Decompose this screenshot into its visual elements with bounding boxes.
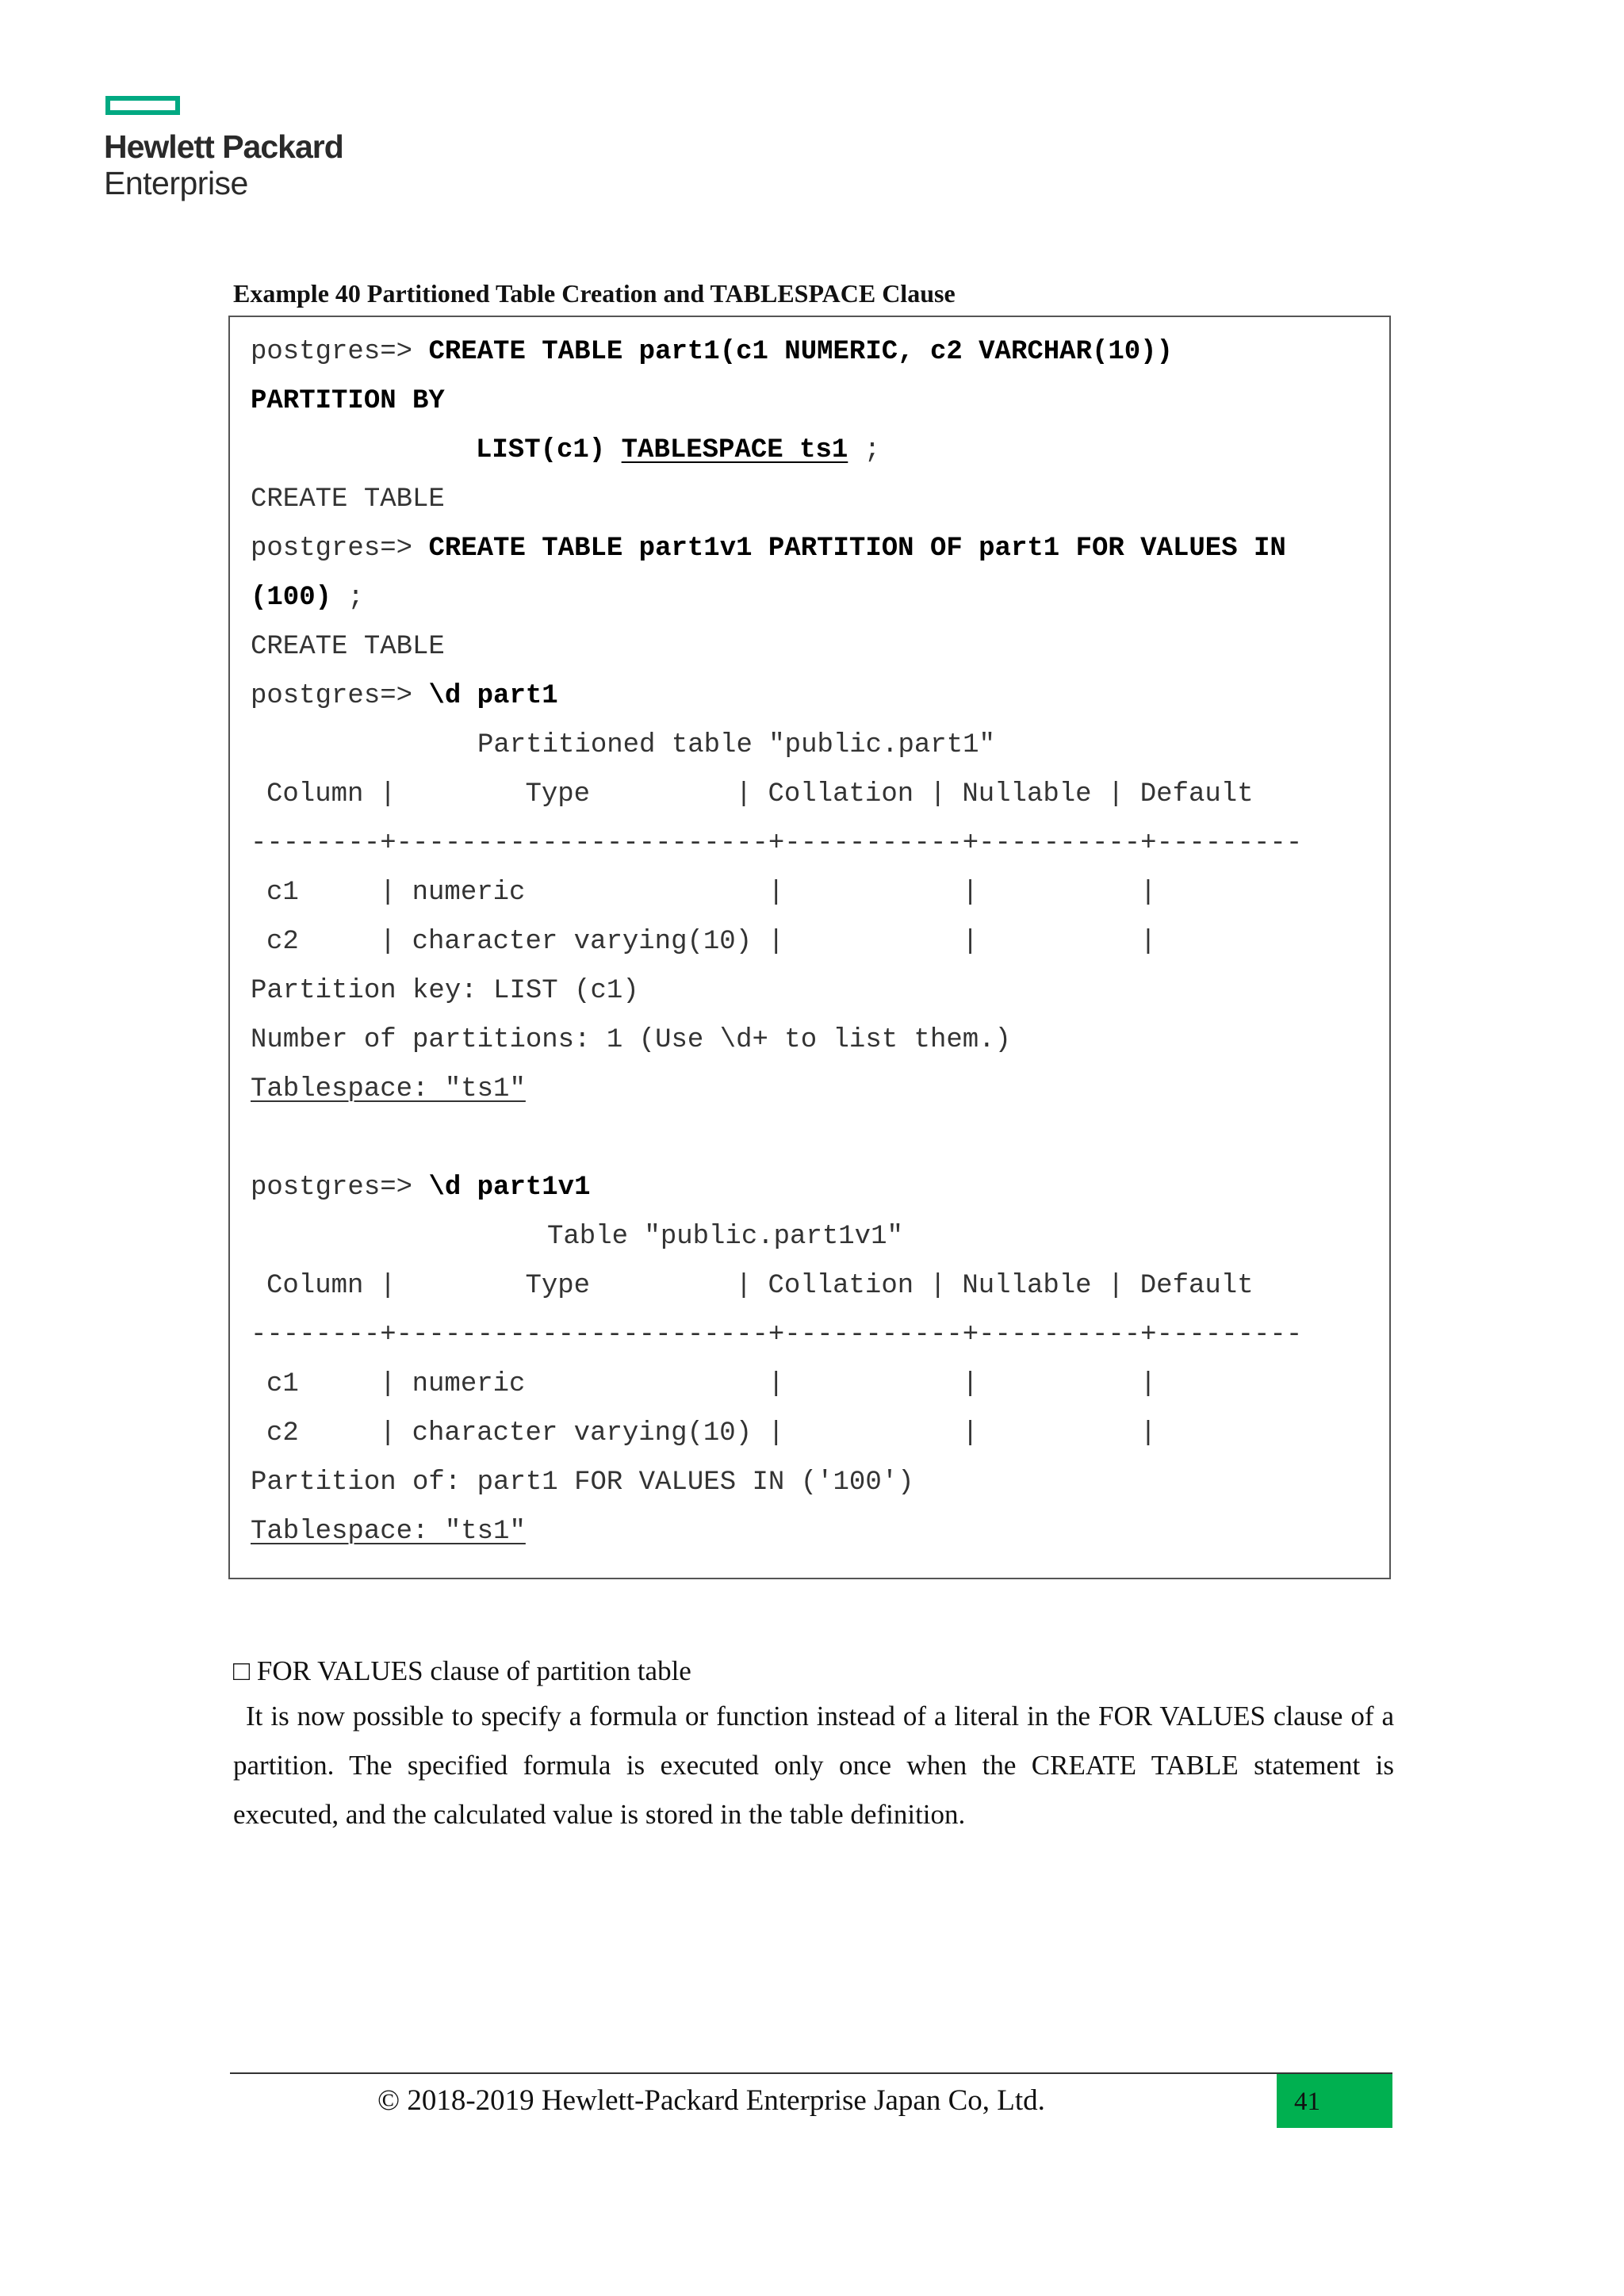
code-line: CREATE TABLE — [251, 632, 445, 662]
tablespace-clause: TABLESPACE ts1 — [621, 435, 848, 465]
example-caption: Example 40 Partitioned Table Creation and TABLESPACE Clause — [233, 279, 956, 308]
code-line: Partition key: LIST (c1) — [251, 976, 639, 1006]
code-line: PARTITION BY — [251, 386, 445, 416]
code-line: LIST(c1) TABLESPACE ts1 ; — [476, 435, 881, 465]
body-paragraph — [233, 1692, 1394, 1839]
bullet-icon: □ — [233, 1655, 251, 1686]
code-example-box — [228, 316, 1391, 1579]
code-line: c2 | character varying(10) | | | — [266, 1418, 1157, 1448]
code-line: postgres=> CREATE TABLE part1v1 PARTITION OF part1 FOR VALUES IN — [251, 534, 1286, 564]
code-line: Tablespace: "ts1" — [251, 1517, 526, 1547]
code-line: Partitioned table "public.part1" — [477, 730, 995, 760]
code-line: Column | Type | Collation | Nullable | Default — [266, 779, 1254, 809]
code-line: c1 | numeric | | | — [266, 1369, 1157, 1399]
hpe-logo — [104, 94, 358, 205]
code-line: postgres=> \d part1v1 — [251, 1173, 591, 1203]
code-line: --------+-----------------------+-----------+----------+--------- — [251, 828, 1303, 859]
section-heading-text: FOR VALUES clause of partition table — [256, 1655, 691, 1686]
code-line: Number of partitions: 1 (Use \d+ to list them.) — [251, 1025, 1011, 1055]
code-line: --------+-----------------------+-----------+----------+--------- — [251, 1320, 1303, 1350]
logo-text-line2: Enterprise — [104, 165, 248, 201]
section-heading — [233, 1655, 691, 1687]
code-line: Table "public.part1v1" — [547, 1222, 903, 1252]
code-line: Tablespace: "ts1" — [251, 1074, 526, 1104]
code-line: Partition of: part1 FOR VALUES IN ('100') — [251, 1468, 914, 1498]
code-line: c1 | numeric | | | — [266, 878, 1157, 908]
paragraph-text: It is now possible to specify a formula or function instead of a literal in the FOR VALUES clause of a partition. The specified formula is executed only once when the CREATE TABLE statement is executed, and the calculated value is stored in the table definition. — [233, 1701, 1394, 1830]
code-line: CREATE TABLE — [251, 484, 445, 515]
footer-copyright: © 2018-2019 Hewlett-Packard Enterprise Japan Co, Ltd. — [377, 2084, 1045, 2117]
logo-bar-icon — [105, 96, 180, 115]
logo-text-line1: Hewlett Packard — [104, 128, 343, 165]
code-line: postgres=> \d part1 — [251, 681, 558, 711]
code-line: (100) ; — [251, 583, 364, 613]
code-line: c2 | character varying(10) | | | — [266, 927, 1157, 957]
code-line: Column | Type | Collation | Nullable | Default — [266, 1271, 1254, 1301]
footer-divider — [230, 2072, 1392, 2074]
page-number-badge: 41 — [1277, 2074, 1392, 2128]
code-line: postgres=> CREATE TABLE part1(c1 NUMERIC, c2 VARCHAR(10)) — [251, 337, 1173, 367]
